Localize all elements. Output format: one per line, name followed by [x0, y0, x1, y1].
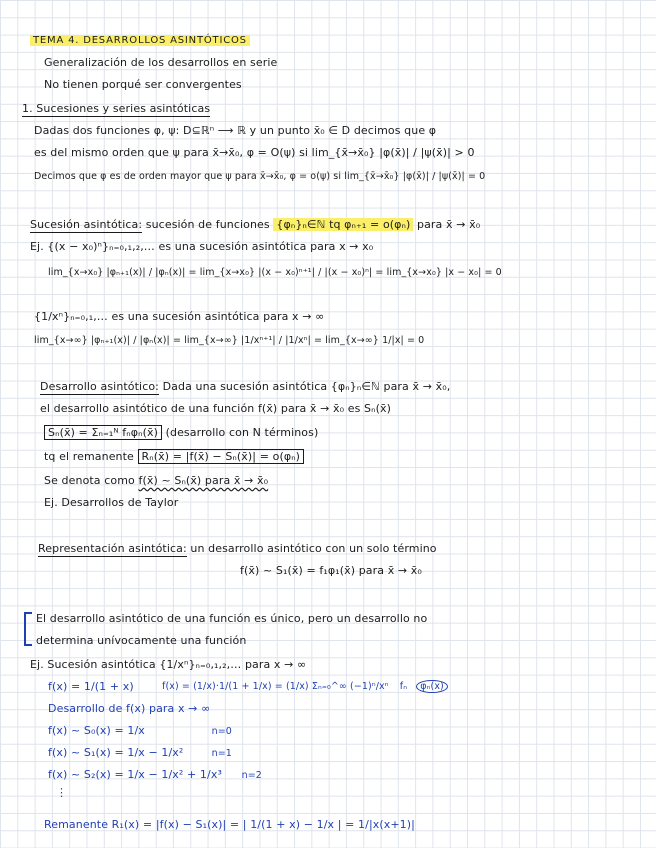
f-def: f(x) = 1/(1 + x): [48, 680, 134, 693]
example-3-head: Ej. Sucesión asintótica {1/xⁿ}ₙ₌₀,₁,₂,… para x → ∞: [30, 658, 307, 671]
example-1-limit: lim_{x→x₀} |φₙ₊₁(x)| / |φₙ(x)| = lim_{x→x₀} |(x − x₀)ⁿ⁺¹| / |(x − x₀)ⁿ| = lim_{x→x₀} |x − x₀| = 0: [48, 267, 502, 278]
desarrollo-line-1: Desarrollo asintótico: Dada una sucesión asintótica {φₙ}ₙ∈ℕ para x̄ → x̄₀,: [40, 380, 451, 393]
representacion-formula: f(x̄) ~ S₁(x̄) = f₁φ₁(x̄) para x̄ → x̄₀: [240, 564, 422, 577]
subtitle-1: Generalización de los desarrollos en serie: [44, 56, 278, 69]
fn-annotation: fₙ: [399, 681, 408, 692]
expansion-row: f(x) ~ S₀(x) = 1/x n=0: [48, 724, 232, 737]
expansion-row: f(x) ~ S₁(x) = 1/x − 1/x² n=1: [48, 746, 232, 759]
taylor-example: Ej. Desarrollos de Taylor: [44, 496, 179, 509]
phi-annotation: φₙ(x): [416, 680, 448, 693]
sum-box: Sₙ(x̄) = Σₙ₌₁ᴺ fₙφₙ(x̄): [44, 425, 162, 440]
sucesion-definition: Sucesión asintótica: sucesión de funciones {φₙ}ₙ∈ℕ tq φₙ₊₁ = o(φₙ) para x̄ → x̄₀: [30, 218, 481, 231]
remanente-example: Remanente R₁(x) = |f(x) − S₁(x)| = | 1/(1 + x) − 1/x | = 1/|x(x+1)|: [44, 818, 415, 831]
example-2: {1/xⁿ}ₙ₌₀,₁,… es una sucesión asintótica para x → ∞: [34, 310, 325, 323]
uniqueness-line-1: El desarrollo asintótico de una función es único, pero un desarrollo no: [36, 612, 428, 625]
representacion-line: Representación asintótica: un desarrollo asintótico con un solo término: [38, 542, 437, 555]
remanente-line: tq el remanente Rₙ(x̄) = |f(x̄) − Sₙ(x̄)| = o(φₙ): [44, 450, 304, 464]
uniqueness-line-2: determina unívocamente una función: [36, 634, 247, 647]
subtitle-2: No tienen porqué ser convergentes: [44, 78, 242, 91]
desarrollo-heading: Desarrollo de f(x) para x → ∞: [48, 702, 211, 715]
example-2-limit: lim_{x→∞} |φₙ₊₁(x)| / |φₙ(x)| = lim_{x→∞} |1/xⁿ⁺¹| / |1/xⁿ| = lim_{x→∞} 1/|x| = 0: [34, 335, 425, 346]
section-heading-1: 1. Sucesiones y series asintóticas: [22, 102, 211, 115]
desarrollo-line-2: el desarrollo asintótico de una función f(x̄) para x̄ → x̄₀ es Sₙ(x̄): [40, 402, 391, 415]
f-expansion: f(x) = (1/x)·1/(1 + 1/x) = (1/x) Σₙ₌₀^∞ (−1)ⁿ/xⁿ fₙ φₙ(x): [162, 680, 448, 694]
def-line-2: es del mismo orden que ψ para x̄→x̄₀, φ = O(ψ) si lim_{x̄→x̄₀} |φ(x̄)| / |ψ(x̄)| > 0: [34, 146, 475, 159]
example-1: Ej. {(x − x₀)ⁿ}ₙ₌₀,₁,₂,… es una sucesión asintótica para x → x₀: [30, 240, 374, 253]
page-title: [30, 34, 250, 48]
def-line-1: Dadas dos funciones φ, ψ: D⊆ℝⁿ ⟶ ℝ y un punto x̄₀ ∈ D decimos que φ: [34, 124, 437, 137]
def-line-3: Decimos que φ es de orden mayor que ψ para x̄→x̄₀, φ = o(ψ) si lim_{x̄→x̄₀} |φ(x̄)| / |ψ(x̄)| = 0: [34, 171, 486, 182]
desarrollo-sum-line: Sₙ(x̄) = Σₙ₌₁ᴺ fₙφₙ(x̄) (desarrollo con N términos): [44, 426, 318, 440]
remanente-box: Rₙ(x̄) = |f(x̄) − Sₙ(x̄)| = o(φₙ): [138, 449, 305, 464]
denota-line: Se denota como f(x̄) ~ Sₙ(x̄) para x̄ → x̄₀: [44, 474, 269, 487]
bracket-mark: [24, 612, 32, 646]
title-highlight: TEMA 4. DESARROLLOS ASINTÓTICOS: [30, 35, 250, 46]
expansion-row: f(x) ~ S₂(x) = 1/x − 1/x² + 1/x³ n=2: [48, 768, 262, 781]
continuation-dots: ⋮: [56, 786, 68, 799]
